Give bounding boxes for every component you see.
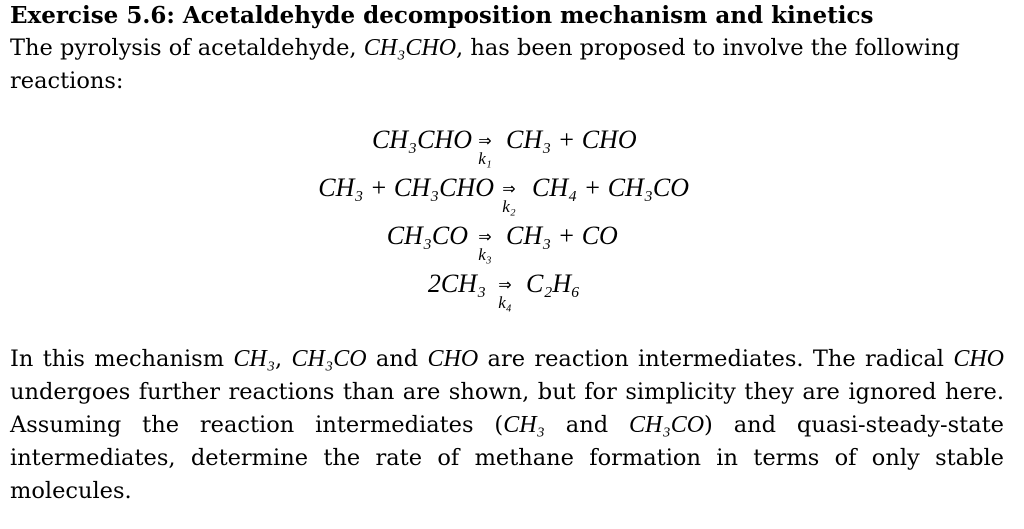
intro-text-1: The pyrolysis of acetaldehyde, <box>10 35 364 61</box>
intro-paragraph <box>10 32 1004 98</box>
body-species-3: CHO <box>427 346 479 372</box>
reaction-1-lhs: CH₃CHO <box>371 125 472 154</box>
body-text <box>10 343 1004 508</box>
reaction-3-arrow-icon: ⇒ <box>478 227 492 246</box>
reaction-4 <box>0 269 1024 317</box>
reaction-3-lhs: CH₃CO <box>386 221 468 250</box>
reaction-3-rate-constant: k₃ <box>478 245 492 264</box>
reaction-4-rhs: C₂H₆ <box>526 269 581 298</box>
reaction-1-arrow-icon: ⇒ <box>478 131 492 150</box>
body-text-c: and <box>366 346 428 372</box>
reaction-3-rhs: CH₃ + CO <box>506 221 618 250</box>
reaction-4-lhs: 2CH₃ <box>427 269 486 298</box>
reaction-4-rate-constant: k₄ <box>498 293 512 312</box>
reaction-2-lhs: CH₃ + CH₃CHO <box>318 173 494 202</box>
reaction-2-rate-constant: k₂ <box>502 197 516 216</box>
body-species-1: CH₃ <box>233 346 276 372</box>
reaction-1-arrow-group <box>474 131 496 167</box>
reaction-2-rhs: CH₄ + CH₃CO <box>532 173 689 202</box>
reaction-3 <box>0 221 1024 269</box>
reaction-2 <box>0 173 1024 221</box>
body-text-f: and <box>544 412 630 438</box>
intro-text-2: , has been proposed to involve the following reactions: <box>10 35 960 94</box>
body-species-4: CHO <box>953 346 1004 372</box>
reaction-2-arrow-icon: ⇒ <box>502 179 516 198</box>
body-text-b: , <box>275 346 292 372</box>
reaction-4-arrow-group <box>494 275 516 311</box>
document <box>10 0 1004 98</box>
body-species-5: CH₃ <box>503 412 545 438</box>
reaction-4-arrow-icon: ⇒ <box>498 275 512 294</box>
exercise-title: Exercise 5.6: Acetaldehyde decomposition mechanism and kinetics <box>10 2 874 29</box>
reaction-1-rate-constant: k₁ <box>478 149 492 168</box>
reaction-3-arrow-group <box>474 227 496 263</box>
body-paragraph <box>10 343 1004 508</box>
body-text-e: undergoes further reactions than are shown, but for simplicity they are ignored here. Assuming the reaction intermediates ( <box>10 379 1004 438</box>
intro-species: CH₃CHO <box>363 35 457 61</box>
body-text-d: are reaction intermediates. The radical <box>478 346 954 372</box>
body-species-6: CH₃CO <box>629 412 705 438</box>
reaction-2-arrow-group <box>498 179 520 215</box>
reaction-1-rhs: CH₃ + CHO <box>506 125 637 154</box>
reaction-1 <box>0 125 1024 173</box>
body-species-2: CH₃CO <box>291 346 367 372</box>
body-text-g: ) and quasi-steady-state intermediates, determine the rate of methane formation in terms of only stable molecules. <box>10 412 1004 504</box>
body-text-a: In this mechanism <box>10 346 234 372</box>
